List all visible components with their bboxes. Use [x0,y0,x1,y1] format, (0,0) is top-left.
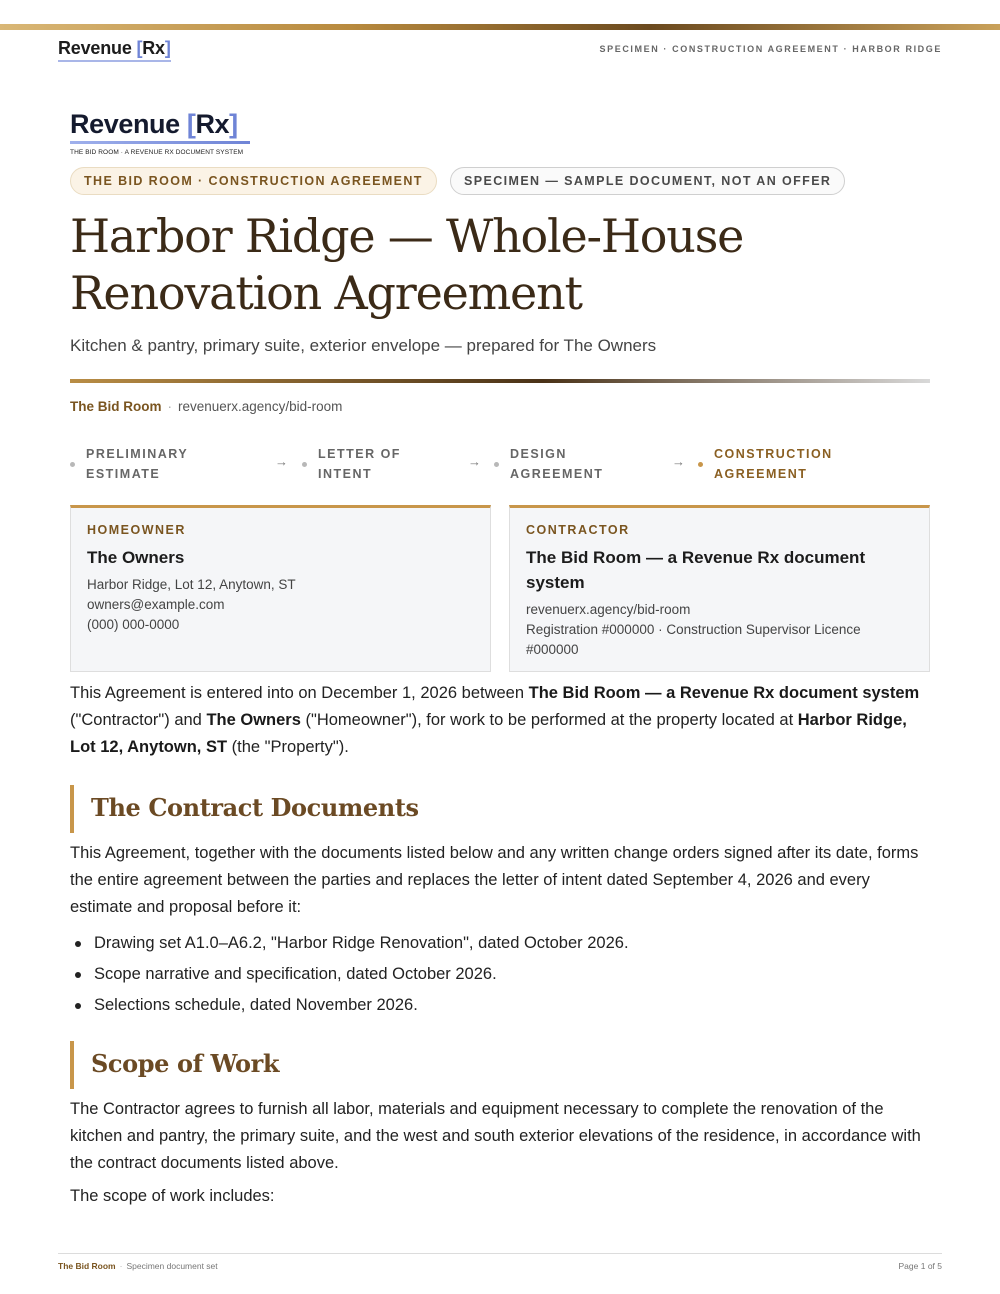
intro-text: ("Homeowner"), for work to be performed at the property located at [300,711,798,729]
step-arrow-icon: → [468,454,481,469]
step-label: DESIGN [510,447,567,461]
intro-contractor: The Bid Room — a Revenue Rx document system [528,684,920,702]
category-pill: THE BID ROOM · CONSTRUCTION AGREEMENT [70,167,437,195]
meta-url: revenuerx.agency/bid-room [178,399,343,414]
card-label: HOMEOWNER [87,523,186,537]
running-header-logo [58,38,171,62]
step-construction-agreement [714,444,833,484]
intro-property: Harbor Ridge, Lot 12, Anytown, ST [70,711,907,756]
homeowner-address: Harbor Ridge, Lot 12, Anytown, ST [87,577,296,592]
brand-logo [70,108,250,156]
logo-bracket: [ [186,109,196,139]
homeowner-email: owners@example.com [87,597,225,612]
intro-text: This Agreement is entered into on December 1, 2026 between [70,684,529,702]
contractor-name: The Bid Room — a Revenue Rx document system [526,548,866,592]
footer-separator: · [119,1261,123,1271]
logo-wordmark [70,108,250,140]
page-footer [58,1253,942,1277]
contract-documents-paragraph: This Agreement, together with the documents listed below and any written change orders signed after its date, forms the entire agreement between the parties and replaces the letter of intent dated September 4, 2026 and every estimate and proposal before it: [70,844,919,916]
logo-subline: THE BID ROOM · A REVENUE RX DOCUMENT SYSTEM [70,149,244,156]
running-header-label: SPECIMEN · CONSTRUCTION AGREEMENT · HARBOR RIDGE [599,44,942,54]
top-gradient-rule [0,24,1000,30]
card-label: CONTRACTOR [526,523,630,537]
logo-word: Revenue [70,109,180,139]
intro-paragraph [70,680,930,761]
list-item: Scope narrative and specification, dated October 2026. [70,959,930,990]
logo-bracket: [ [136,38,143,58]
step-dot [302,462,307,467]
list-item: Drawing set A1.0–A6.2, "Harbor Ridge Renovation", dated October 2026. [70,928,930,959]
scope-paragraph: The Contractor agrees to furnish all labor, materials and equipment necessary to complete the renovation of the kitchen and pantry, the primary suite, and the west and south exterior elevations of the residence, in accordance with the contract documents listed above. [70,1100,921,1172]
homeowner-name: The Owners [87,548,185,567]
contractor-url: revenuerx.agency/bid-room [526,602,691,617]
intro-homeowner: The Owners [206,711,301,729]
intro-text: ("Contractor") and [70,711,207,729]
step-preliminary-estimate [86,444,188,484]
logo-bracket: ] [229,109,238,139]
meta-separator: · [167,399,172,414]
title-divider [70,379,930,383]
step-dot-active [698,462,703,467]
step-label: CONSTRUCTION [714,447,833,461]
page-number: Page 1 of 5 [898,1261,942,1271]
step-label: AGREEMENT [714,467,808,481]
document-meta [70,399,342,414]
footer-left [58,1261,218,1271]
intro-text: (the "Property"). [227,738,349,756]
footer-text: Specimen document set [126,1261,218,1271]
homeowner-card [70,505,491,672]
section-heading-scope-of-work: Scope of Work [70,1041,930,1089]
step-dot [494,462,499,467]
list-item: Selections schedule, dated November 2026. [70,990,930,1021]
step-label: INTENT [318,467,373,481]
party-cards [70,505,930,672]
contractor-registration: Registration #000000 · Construction Supervisor Licence #000000 [526,622,861,657]
step-arrow-icon: → [275,454,288,469]
step-label: PRELIMINARY [86,447,189,461]
homeowner-phone: (000) 000-0000 [87,617,180,632]
footer-brand: The Bid Room [58,1261,116,1271]
step-label: ESTIMATE [86,467,161,481]
logo-underline [70,141,250,144]
document-title: Harbor Ridge — Whole-House Renovation Agreement [70,209,744,320]
contractor-card [509,505,930,672]
logo-rx: Rx [142,38,165,58]
section-heading-contract-documents: The Contract Documents [70,785,930,833]
step-dot [70,462,75,467]
step-design-agreement [510,444,603,484]
step-label: LETTER OF [318,447,401,461]
document-stage-tracker [70,444,930,484]
step-letter-of-intent [318,444,401,484]
running-header [58,36,942,62]
scope-lead: The scope of work includes: [70,1187,275,1205]
contract-documents-list [70,928,930,1021]
meta-brand: The Bid Room [70,399,162,414]
logo-word: Revenue [58,38,132,58]
step-label: AGREEMENT [510,467,604,481]
logo-rx: Rx [195,109,230,139]
document-subtitle: Kitchen & pantry, primary suite, exterior envelope — prepared for The Owners [70,336,657,355]
logo-bracket: ] [164,38,171,58]
specimen-pill: SPECIMEN — SAMPLE DOCUMENT, NOT AN OFFER [450,167,845,195]
step-arrow-icon: → [672,454,685,469]
